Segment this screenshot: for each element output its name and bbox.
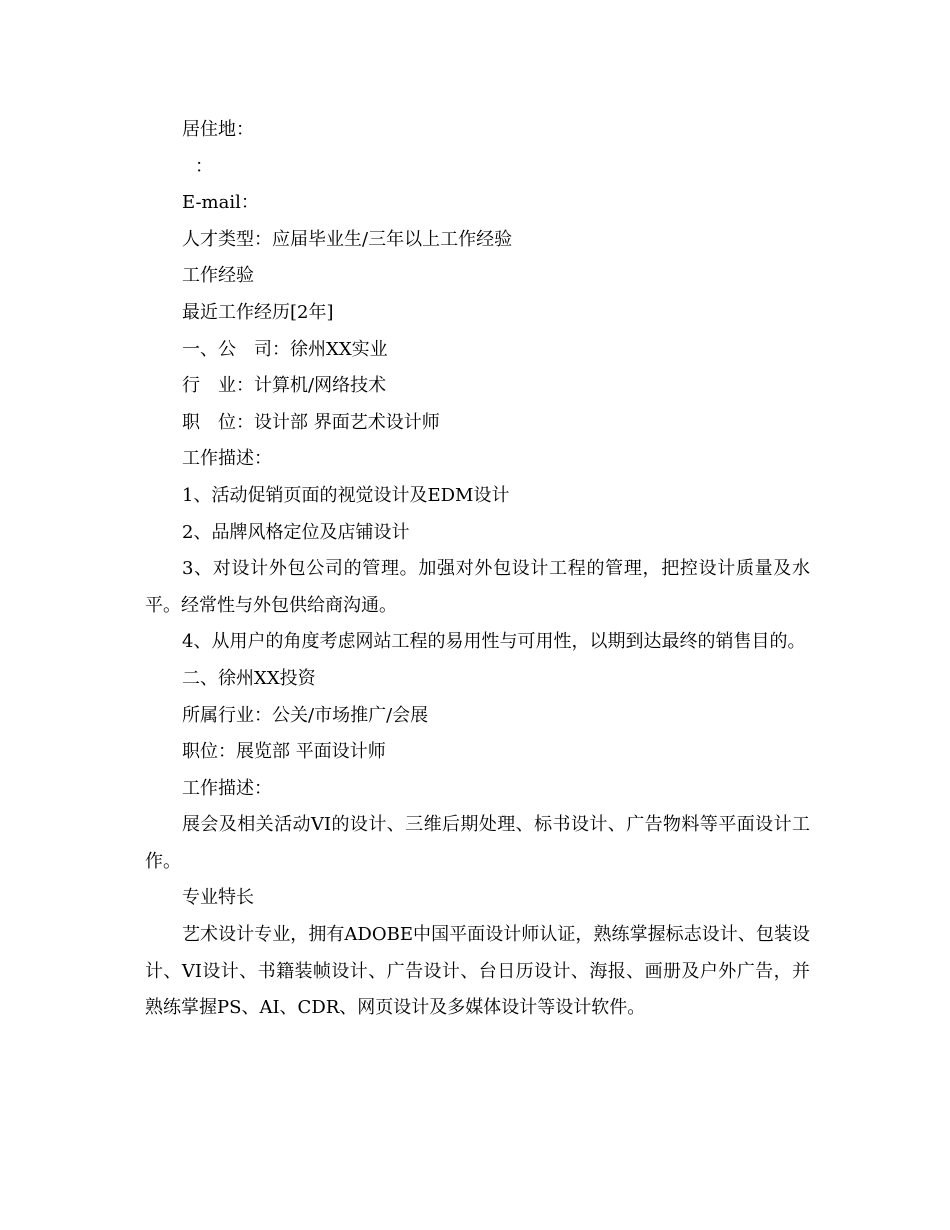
job2-description-label: 工作描述：: [182, 777, 272, 799]
job1-item-1: 1、活动促销页面的视觉设计及EDM设计: [182, 484, 510, 506]
job1-item-4: 4、从用户的角度考虑网站工程的易用性与可用性，以期到达最终的销售目的。: [182, 631, 806, 653]
specialty-heading: 专业特长: [182, 887, 254, 909]
specialty-text: 艺术设计专业，拥有ADOBE中国平面设计师认证，熟练掌握标志设计、包装设计、VI设计、书籍装帧设计、广告设计、台日历设计、海报、画册及户外广告，并熟练掌握PS、AI、CDR、网页设计及多媒体设计等设计软件。: [145, 924, 810, 1019]
resume-body: [145, 112, 810, 1027]
recent-experience-line: 最近工作经历[2年]: [182, 301, 334, 323]
job2-position: 职位：展览部 平面设计师: [182, 741, 386, 763]
residence-line: 居住地：: [182, 119, 254, 140]
job2-company: 二、徐州XX投资: [182, 667, 316, 689]
work-experience-heading: 工作经验: [182, 265, 254, 287]
job2-description: 展会及相关活动VI的设计、三维后期处理、标书设计、广告物料等平面设计工作。: [145, 814, 810, 872]
job1-description-label: 工作描述：: [182, 448, 272, 470]
job1-item-2: 2、品牌风格定位及店铺设计: [182, 521, 410, 543]
job2-industry: 所属行业：公关/市场推广/会展: [182, 704, 429, 726]
phone-line: ：: [195, 155, 213, 177]
job1-item-3: 3、对设计外包公司的管理。加强对外包设计工程的管理，把控设计质量及水平。经常性与外包供给商沟通。: [145, 558, 810, 616]
job1-company: 一、公 司：徐州XX实业: [182, 338, 388, 360]
talent-type-line: 人才类型：应届毕业生/三年以上工作经验: [182, 228, 513, 250]
job1-position: 职 位：设计部 界面艺术设计师: [182, 411, 440, 433]
job1-industry: 行 业：计算机/网络技术: [182, 375, 387, 397]
email-line: E-mail：: [182, 192, 259, 214]
